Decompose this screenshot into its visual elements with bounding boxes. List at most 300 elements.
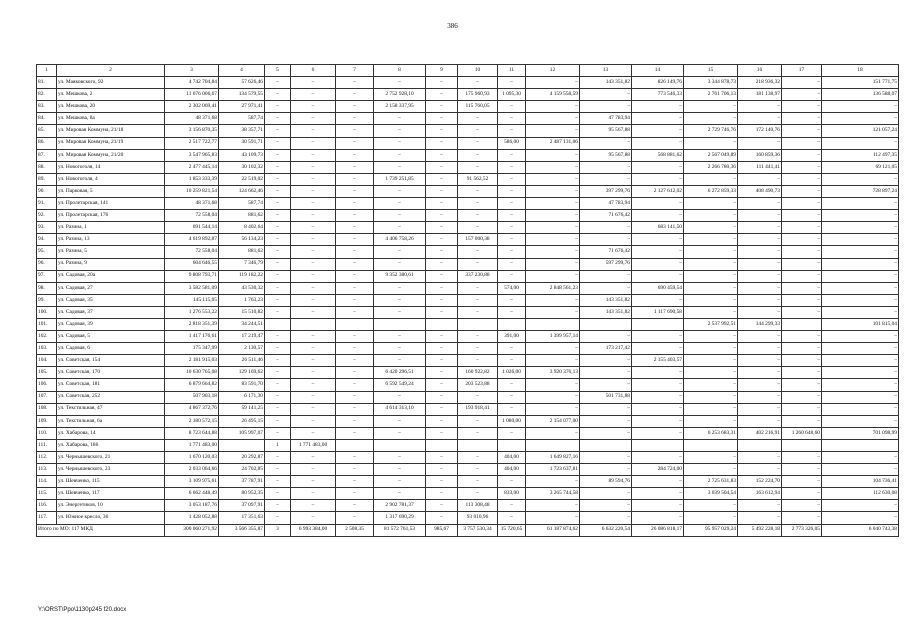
- table-cell: 92.: [37, 210, 57, 222]
- table-cell: 115.: [37, 488, 57, 500]
- table-cell: ул. Разина, 13: [57, 234, 165, 246]
- table-cell: ул. Южное кресло, 36: [57, 512, 165, 524]
- table-cell: –: [684, 222, 738, 234]
- table-cell: ул. Хабарова, 14: [57, 427, 165, 439]
- table-cell: –: [526, 101, 580, 113]
- table-cell: 119 182,22: [219, 270, 265, 282]
- table-cell: 1 317 690,29: [374, 512, 426, 524]
- table-cell: –: [738, 210, 782, 222]
- table-cell: –: [458, 198, 498, 210]
- table-cell: 2 033 064,66: [165, 464, 219, 476]
- table-cell: ул. Текстильная, 47: [57, 403, 165, 415]
- table-cell: ул. Садовая, 27: [57, 282, 165, 294]
- table-cell: 2 818 351,39: [165, 318, 219, 330]
- table-cell: –: [684, 367, 738, 379]
- table-cell: –: [291, 198, 336, 210]
- table-cell: 728 897,24: [822, 185, 899, 197]
- table-cell: –: [426, 125, 458, 137]
- table-cell: 574,00: [498, 282, 526, 294]
- table-cell: –: [291, 331, 336, 343]
- table-cell: –: [265, 391, 291, 403]
- table-cell: –: [632, 113, 684, 125]
- table-cell: 203 523,88: [458, 379, 498, 391]
- table-cell: 105 997,07: [219, 427, 265, 439]
- table-cell: –: [291, 210, 336, 222]
- table-cell: –: [291, 137, 336, 149]
- table-row: [37, 77, 899, 89]
- table-cell: –: [738, 173, 782, 185]
- table-cell: –: [426, 512, 458, 524]
- table-cell: –: [782, 258, 822, 270]
- table-cell: 104 736,41: [822, 476, 899, 488]
- table-cell: 104.: [37, 355, 57, 367]
- table-row: [37, 258, 899, 270]
- table-cell: –: [782, 173, 822, 185]
- table-cell: ул. Садовая, 35: [57, 294, 165, 306]
- table-cell: –: [291, 246, 336, 258]
- table-cell: –: [265, 367, 291, 379]
- table-cell: –: [498, 246, 526, 258]
- table-cell: 2 752 928,10: [374, 89, 426, 101]
- table-cell: 71 676,42: [580, 246, 632, 258]
- table-cell: –: [336, 512, 374, 524]
- table-cell: –: [822, 306, 899, 318]
- table-row: [37, 198, 899, 210]
- table-cell: [526, 318, 580, 330]
- table-cell: –: [336, 476, 374, 488]
- table-cell: –: [684, 234, 738, 246]
- table-cell: ул. Советская, 170: [57, 367, 165, 379]
- table-row: [37, 488, 899, 500]
- table-cell: 117.: [37, 512, 57, 524]
- table-cell: 82.: [37, 89, 57, 101]
- table-cell: –: [684, 355, 738, 367]
- table-cell: 16: [738, 65, 782, 77]
- table-cell: –: [684, 270, 738, 282]
- table-cell: –: [822, 403, 899, 415]
- table-row: [37, 101, 899, 113]
- table-cell: –: [632, 476, 684, 488]
- table-cell: –: [291, 367, 336, 379]
- table-cell: –: [458, 137, 498, 149]
- table-cell: –: [426, 149, 458, 161]
- table-cell: –: [458, 246, 498, 258]
- table-cell: –: [374, 488, 426, 500]
- table-cell: –: [526, 258, 580, 270]
- table-cell: 160 859,36: [738, 149, 782, 161]
- table-cell: 2 155 403,57: [632, 355, 684, 367]
- table-cell: [738, 439, 782, 451]
- table-cell: [336, 439, 374, 451]
- table-cell: –: [426, 113, 458, 125]
- table-row: [37, 318, 899, 330]
- table-cell: –: [632, 512, 684, 524]
- table-cell: –: [374, 137, 426, 149]
- table-cell: –: [291, 464, 336, 476]
- table-cell: –: [265, 282, 291, 294]
- table-cell: –: [291, 173, 336, 185]
- table-cell: 5 492 228,18: [738, 524, 782, 536]
- table-cell: –: [738, 234, 782, 246]
- table-cell: 26 086 818,17: [632, 524, 684, 536]
- table-cell: [291, 318, 336, 330]
- table-cell: –: [822, 101, 899, 113]
- table-cell: 27 971,41: [219, 101, 265, 113]
- table-cell: –: [458, 476, 498, 488]
- table-cell: 2 517 722,77: [165, 137, 219, 149]
- table-cell: –: [632, 500, 684, 512]
- table-cell: [458, 439, 498, 451]
- table-cell: 11: [498, 65, 526, 77]
- table-cell: 30 102,32: [219, 161, 265, 173]
- table-cell: –: [265, 222, 291, 234]
- table-cell: [580, 318, 632, 330]
- table-cell: 1: [37, 65, 57, 77]
- table-cell: 1 771 483,00: [165, 439, 219, 451]
- table-cell: 43 109,73: [219, 149, 265, 161]
- table-cell: –: [782, 125, 822, 137]
- table-cell: 3 039 504,54: [684, 488, 738, 500]
- table-cell: –: [632, 343, 684, 355]
- table-cell: 1 095,30: [498, 89, 526, 101]
- table-cell: –: [498, 379, 526, 391]
- table-cell: –: [632, 367, 684, 379]
- table-cell: –: [526, 173, 580, 185]
- table-cell: 111 441,41: [738, 161, 782, 173]
- table-cell: –: [458, 149, 498, 161]
- table-cell: –: [336, 403, 374, 415]
- table-cell: –: [291, 270, 336, 282]
- table-cell: –: [632, 173, 684, 185]
- table-cell: –: [458, 306, 498, 318]
- table-cell: –: [458, 125, 498, 137]
- table-cell: 408 490,73: [738, 185, 782, 197]
- table-cell: –: [291, 113, 336, 125]
- table-cell: –: [632, 379, 684, 391]
- table-cell: –: [580, 282, 632, 294]
- table-cell: 43 530,32: [219, 282, 265, 294]
- table-cell: 15: [684, 65, 738, 77]
- table-cell: 88.: [37, 161, 57, 173]
- table-cell: 826 149,76: [632, 77, 684, 89]
- table-cell: 175 347,99: [165, 343, 219, 355]
- table-cell: –: [782, 246, 822, 258]
- table-cell: 112.: [37, 452, 57, 464]
- table-cell: –: [684, 464, 738, 476]
- table-cell: –: [291, 101, 336, 113]
- table-cell: 568 881,62: [632, 149, 684, 161]
- table-cell: –: [822, 282, 899, 294]
- table-cell: –: [498, 198, 526, 210]
- table-cell: –: [684, 198, 738, 210]
- table-cell: –: [738, 379, 782, 391]
- table-cell: –: [526, 294, 580, 306]
- table-cell: –: [782, 185, 822, 197]
- table-row: [37, 185, 899, 197]
- table-cell: –: [684, 343, 738, 355]
- table-cell: –: [336, 452, 374, 464]
- table-cell: 3 566 355,87: [219, 524, 265, 536]
- table-cell: 193 918,41: [458, 403, 498, 415]
- table-cell: –: [580, 452, 632, 464]
- table-cell: 6 420 296,51: [374, 367, 426, 379]
- table-cell: 10 630 765,08: [165, 367, 219, 379]
- table-cell: –: [738, 464, 782, 476]
- table-cell: 6 171,30: [219, 391, 265, 403]
- table-cell: –: [782, 452, 822, 464]
- table-cell: 2 477 445,14: [165, 161, 219, 173]
- table-cell: 1 763,23: [219, 294, 265, 306]
- table-cell: –: [426, 391, 458, 403]
- table-cell: –: [738, 258, 782, 270]
- table-cell: 691 544,14: [165, 222, 219, 234]
- table-row: [37, 234, 899, 246]
- table-cell: –: [822, 222, 899, 234]
- table-cell: –: [336, 125, 374, 137]
- table-cell: –: [336, 149, 374, 161]
- table-cell: [632, 439, 684, 451]
- table-cell: 587,74: [219, 113, 265, 125]
- table-cell: –: [426, 137, 458, 149]
- table-cell: 3 109 975,61: [165, 476, 219, 488]
- table-cell: –: [738, 101, 782, 113]
- page-number: 386: [447, 22, 458, 30]
- table-cell: 3 582 581,09: [165, 282, 219, 294]
- footer-file-path: Y:\ORST\Ppo\1130p245 f20.docx: [38, 607, 127, 613]
- table-cell: –: [822, 234, 899, 246]
- table-cell: –: [632, 452, 684, 464]
- table-cell: 173 217,42: [580, 343, 632, 355]
- table-cell: 3 053 187,76: [165, 500, 219, 512]
- table-cell: –: [580, 355, 632, 367]
- table-cell: 136 588,07: [822, 89, 899, 101]
- table-cell: –: [526, 222, 580, 234]
- table-cell: [580, 439, 632, 451]
- table-cell: –: [426, 173, 458, 185]
- table-cell: –: [265, 210, 291, 222]
- table-cell: –: [374, 149, 426, 161]
- table-cell: –: [426, 258, 458, 270]
- table-cell: –: [782, 198, 822, 210]
- table-cell: –: [336, 137, 374, 149]
- table-total-row: [37, 524, 899, 536]
- table-cell: 12: [526, 65, 580, 77]
- table-cell: –: [265, 294, 291, 306]
- table-cell: ул. Советская, 181: [57, 379, 165, 391]
- table-cell: –: [738, 367, 782, 379]
- table-cell: –: [458, 464, 498, 476]
- table-cell: –: [580, 270, 632, 282]
- table-cell: 586,00: [498, 137, 526, 149]
- table-cell: –: [426, 234, 458, 246]
- table-cell: 38 357,71: [219, 125, 265, 137]
- table-cell: 3 757 530,34: [458, 524, 498, 536]
- table-cell: 337 230,88: [458, 270, 498, 282]
- table-cell: 157 000,38: [458, 234, 498, 246]
- table-cell: –: [498, 306, 526, 318]
- table-cell: –: [336, 331, 374, 343]
- table-cell: –: [632, 403, 684, 415]
- table-cell: –: [336, 367, 374, 379]
- table-cell: –: [632, 101, 684, 113]
- table-cell: –: [822, 464, 899, 476]
- table-cell: –: [782, 464, 822, 476]
- table-cell: ул. Садовая, 39: [57, 318, 165, 330]
- table-cell: –: [265, 161, 291, 173]
- table-cell: 1 080,00: [498, 415, 526, 427]
- table-cell: 20 292,87: [219, 452, 265, 464]
- table-cell: 61 187 874,62: [526, 524, 580, 536]
- table-cell: –: [526, 403, 580, 415]
- table-cell: 113 308,48: [458, 500, 498, 512]
- table-cell: 3 547 965,83: [165, 149, 219, 161]
- table-cell: –: [738, 222, 782, 234]
- table-cell: –: [738, 282, 782, 294]
- table-cell: –: [336, 113, 374, 125]
- table-cell: –: [265, 464, 291, 476]
- table-row: [37, 173, 899, 185]
- table-cell: –: [458, 452, 498, 464]
- table-cell: –: [782, 270, 822, 282]
- table-cell: –: [684, 113, 738, 125]
- table-cell: –: [336, 246, 374, 258]
- table-cell: –: [374, 306, 426, 318]
- table-cell: –: [291, 294, 336, 306]
- table-cell: –: [374, 476, 426, 488]
- table-cell: –: [632, 391, 684, 403]
- table-cell: 8 723 644,88: [165, 427, 219, 439]
- table-cell: –: [782, 415, 822, 427]
- table-cell: 17 351,63: [219, 512, 265, 524]
- table-cell: ул. Парковая, 5: [57, 185, 165, 197]
- table-cell: –: [822, 331, 899, 343]
- table-cell: ул. Советская, 252: [57, 391, 165, 403]
- table-cell: 2 154 077,00: [526, 415, 580, 427]
- table-cell: –: [498, 113, 526, 125]
- table-cell: –: [822, 113, 899, 125]
- table-cell: –: [782, 331, 822, 343]
- table-cell: –: [265, 246, 291, 258]
- table-cell: 47 783,94: [580, 113, 632, 125]
- table-cell: 2 567 049,89: [684, 149, 738, 161]
- table-cell: 48 371,68: [165, 113, 219, 125]
- table-cell: 144 299,33: [738, 318, 782, 330]
- table-cell: 3 344 878,73: [684, 77, 738, 89]
- table-cell: –: [265, 379, 291, 391]
- table-cell: –: [336, 343, 374, 355]
- table-cell: ул. Шевченко, 115: [57, 476, 165, 488]
- table-cell: –: [498, 294, 526, 306]
- table-cell: 9 808 793,71: [165, 270, 219, 282]
- table-cell: –: [580, 500, 632, 512]
- table-cell: –: [336, 161, 374, 173]
- table-cell: –: [782, 355, 822, 367]
- table-cell: 9 352 380,61: [374, 270, 426, 282]
- table-cell: –: [336, 77, 374, 89]
- table-cell: 101 815,04: [822, 318, 899, 330]
- table-cell: 2 127 612,02: [632, 185, 684, 197]
- table-cell: 1 649 827,16: [526, 452, 580, 464]
- table-cell: –: [291, 452, 336, 464]
- table-cell: –: [782, 113, 822, 125]
- table-cell: –: [458, 258, 498, 270]
- table-cell: –: [782, 476, 822, 488]
- table-cell: –: [782, 77, 822, 89]
- table-cell: –: [458, 222, 498, 234]
- table-cell: –: [526, 210, 580, 222]
- table-cell: –: [580, 161, 632, 173]
- table-row: [37, 512, 899, 524]
- table-cell: 48 371,68: [165, 198, 219, 210]
- table-cell: ул. Мировая Коммуна, 21/20: [57, 149, 165, 161]
- table-cell: –: [498, 185, 526, 197]
- table-cell: 2 266 780,36: [684, 161, 738, 173]
- table-cell: 83 591,70: [219, 379, 265, 391]
- table-cell: 95 957 029,24: [684, 524, 738, 536]
- table-cell: –: [782, 149, 822, 161]
- table-cell: [822, 439, 899, 451]
- table-cell: –: [738, 500, 782, 512]
- table-cell: –: [426, 210, 458, 222]
- table-row: [37, 125, 899, 137]
- table-cell: –: [265, 403, 291, 415]
- table-cell: –: [458, 210, 498, 222]
- table-cell: –: [526, 391, 580, 403]
- table-cell: 163 612,94: [738, 488, 782, 500]
- table-cell: –: [291, 161, 336, 173]
- table-cell: 17 219,47: [219, 331, 265, 343]
- table-cell: –: [738, 415, 782, 427]
- table-cell: –: [822, 415, 899, 427]
- table-cell: –: [498, 403, 526, 415]
- table-cell: –: [526, 77, 580, 89]
- table-cell: –: [458, 415, 498, 427]
- table-cell: –: [822, 379, 899, 391]
- table-cell: –: [336, 222, 374, 234]
- table-cell: 151 771,75: [822, 77, 899, 89]
- table-cell: 4: [219, 65, 265, 77]
- table-cell: –: [684, 294, 738, 306]
- table-row: [37, 222, 899, 234]
- table-cell: –: [336, 500, 374, 512]
- table-cell: –: [526, 234, 580, 246]
- table-cell: –: [738, 198, 782, 210]
- table-cell: 172 140,76: [738, 125, 782, 137]
- table-cell: ул. Мировая Коммуна, 21/18: [57, 125, 165, 137]
- table-cell: –: [426, 77, 458, 89]
- table-cell: –: [336, 306, 374, 318]
- table-cell: –: [526, 125, 580, 137]
- table-cell: –: [632, 331, 684, 343]
- table-cell: 701 098,99: [822, 427, 899, 439]
- table-cell: 145 115,05: [165, 294, 219, 306]
- table-cell: 14: [632, 65, 684, 77]
- table-cell: –: [526, 270, 580, 282]
- table-cell: –: [498, 270, 526, 282]
- table-cell: –: [822, 452, 899, 464]
- table-cell: –: [580, 137, 632, 149]
- table-cell: 111.: [37, 439, 57, 451]
- table-cell: 24 702,85: [219, 464, 265, 476]
- table-cell: –: [291, 500, 336, 512]
- table-cell: –: [526, 149, 580, 161]
- table-cell: 22 519,02: [219, 173, 265, 185]
- table-cell: –: [738, 270, 782, 282]
- table-cell: –: [374, 331, 426, 343]
- table-cell: –: [526, 113, 580, 125]
- table-cell: –: [580, 331, 632, 343]
- table-cell: 94.: [37, 234, 57, 246]
